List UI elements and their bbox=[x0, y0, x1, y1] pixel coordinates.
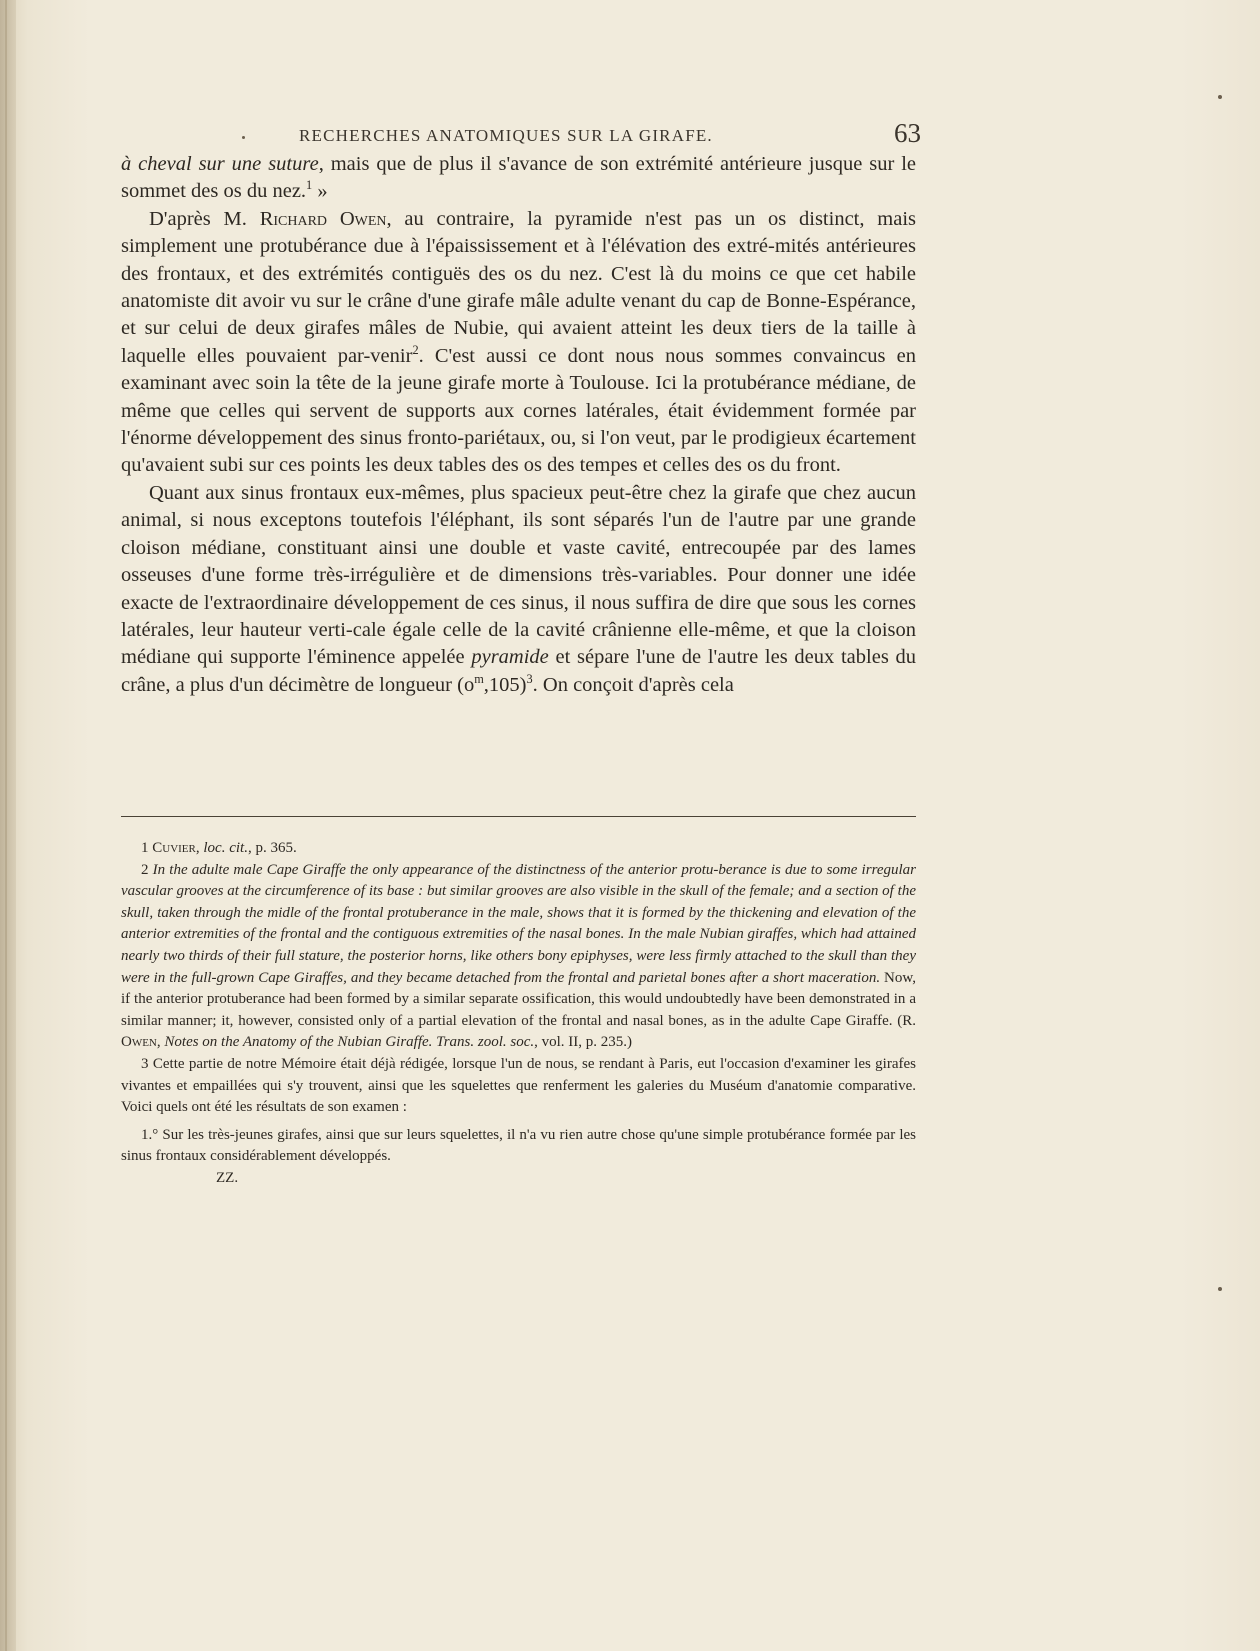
speck bbox=[1218, 1287, 1222, 1291]
italic-text: pyramide bbox=[471, 646, 549, 669]
footnote: 3 Cette partie de notre Mémoire était déjà rédigée, lorsque l'un de nous, se rendant à Paris, eut l'occasion d'examiner les girafes vivantes et empaillées qui s'y trouvent, ainsi que les squelettes que renferment les galeries du Muséum d'anatomie comparative. Voici quels ont été les résultats de son examen : bbox=[121, 1055, 916, 1116]
footnotes bbox=[121, 838, 916, 1190]
italic-text: à cheval sur une suture bbox=[121, 153, 319, 175]
signature: ZZ. bbox=[216, 1169, 239, 1186]
quoted-text: In the adulte male Cape Giraffe the only appearance of the distinctness of the anterior protu-berance is due to some irregular vascular grooves at the circumference of its base : but similar grooves are also visible in the skull of the female; and a section of the skull, taken through the midle of the frontal protuberance in the male, shows that it is formed by the thickening and elevation of the anterior extremities of the frontal and the contiguous extremities of the nasal bones. In the male Nubian giraffes, which had attained nearly two thirds of their full stature, the posterior horns, like others bony epiphyses, were less firmly attached to the skull than they were in the full-grown Cape Giraffes, and they became detached from the frontal and parietal bones after a short maceration. bbox=[121, 861, 917, 986]
speck bbox=[1218, 95, 1222, 99]
running-title: RECHERCHES ANATOMIQUES SUR LA GIRAFE. bbox=[299, 126, 713, 145]
footnote-ref: 1 bbox=[306, 178, 313, 193]
author-name: Richard Owen bbox=[259, 207, 387, 230]
footnote-ref: 2 bbox=[412, 343, 419, 358]
author-name: Owen bbox=[121, 1034, 157, 1051]
footnote: 1 Cuvier, loc. cit., p. 365. bbox=[141, 840, 297, 856]
footnote-ref: 3 bbox=[526, 671, 533, 686]
unit-superscript: m bbox=[474, 671, 484, 686]
author-name: Cuvier bbox=[152, 840, 196, 856]
page-number: 63 bbox=[894, 118, 921, 148]
paragraph: à cheval sur une suture, mais que de plus il s'avance de son extrémité antérieure jusque sur le sommet des os du nez.$^1$ » bbox=[121, 153, 916, 203]
footnote-rule bbox=[121, 816, 916, 817]
footnote-item: 1.° Sur les très-jeunes girafes, ainsi que sur leurs squelettes, il n'a vu rien autre chose qu'une simple protubérance formée par les sinus frontaux considérablement développés. bbox=[121, 1126, 916, 1165]
footnote: 2 In the adulte male Cape Giraffe the only appearance of the distinctness of the anterior protu-berance is due to some irregular vascular grooves at the circumference of its base : but similar grooves are also visible in the skull of the female; and a section of the skull, taken through the midle of the frontal protuberance in the male, shows that it is formed by the thickening and elevation of the anterior extremities of the frontal and the contiguous extremities of the nasal bones. In the male Nubian giraffes, which had attained nearly two thirds of their full stature, the posterior horns, like others bony epiphyses, were less firmly attached to the skull than they were in the full-grown Cape Giraffes, and they became detached from the frontal and parietal bones after a short maceration. Now, if the anterior protuberance had been formed by a similar separate ossification, this would undoubtedly have been demonstrated in a similar manner; it, however, consisted only of a partial elevation of the frontal and nasal bones, as in the adulte Cape Giraffe. (R. Owen, Notes on the Anatomy of the Nubian Giraffe. Trans. zool. soc., vol. II, p. 235.) bbox=[121, 861, 917, 1051]
binding-line bbox=[5, 0, 7, 1651]
speck bbox=[242, 136, 245, 139]
page-edge bbox=[0, 0, 16, 1651]
main-text bbox=[121, 151, 916, 699]
paragraph: Quant aux sinus frontaux eux-mêmes, plus spacieux peut-être chez la girafe que chez aucun animal, si nous exceptons toutefois l'éléphant, ils sont séparés l'un de l'autre par une grande cloison médiane, constituant ainsi une double et vaste cavité, entrecoupée par des lames osseuses d'une forme très-irrégulière et de dimensions très-variables. Pour donner une idée exacte de l'extraordinaire développement de ces sinus, il nous suffira de dire que sous les cornes latérales, leur hauteur verti-cale égale celle de la cavité crânienne elle-même, et que la cloison médiane qui supporte l'éminence appelée pyramide et sépare l'une de l'autre les deux tables du crâne, a plus d'un décimètre de longueur $(o^m,105)^3$. On conçoit d'après cela bbox=[121, 481, 917, 696]
page-header bbox=[121, 120, 921, 154]
paragraph: D'après M. Richard Owen, au contraire, la pyramide n'est pas un os distinct, mais simplement une protubérance due à l'épaississement et à l'élévation des extré-mités antérieures des frontaux, et des extrémités contiguës des os du nez. C'est là du moins ce que cet habile anatomiste dit avoir vu sur le crâne d'une girafe mâle adulte venant du cap de Bonne-Espérance, et sur celui de deux girafes mâles de Nubie, qui avaient atteint les deux tiers de la taille à laquelle elles pouvaient par-venir$^2$. C'est aussi ce dont nous nous sommes convaincus en examinant avec soin la tête de la jeune girafe morte à Toulouse. Ici la protubérance médiane, de même que celles qui servent de supports aux cornes latérales, était évidemment formée par l'énorme développement des sinus fronto-pariétaux, ou, si l'on veut, par le prodigieux écartement qu'avaient subi sur ces points les deux tables des os des tempes et celles des os du front. bbox=[121, 207, 916, 477]
